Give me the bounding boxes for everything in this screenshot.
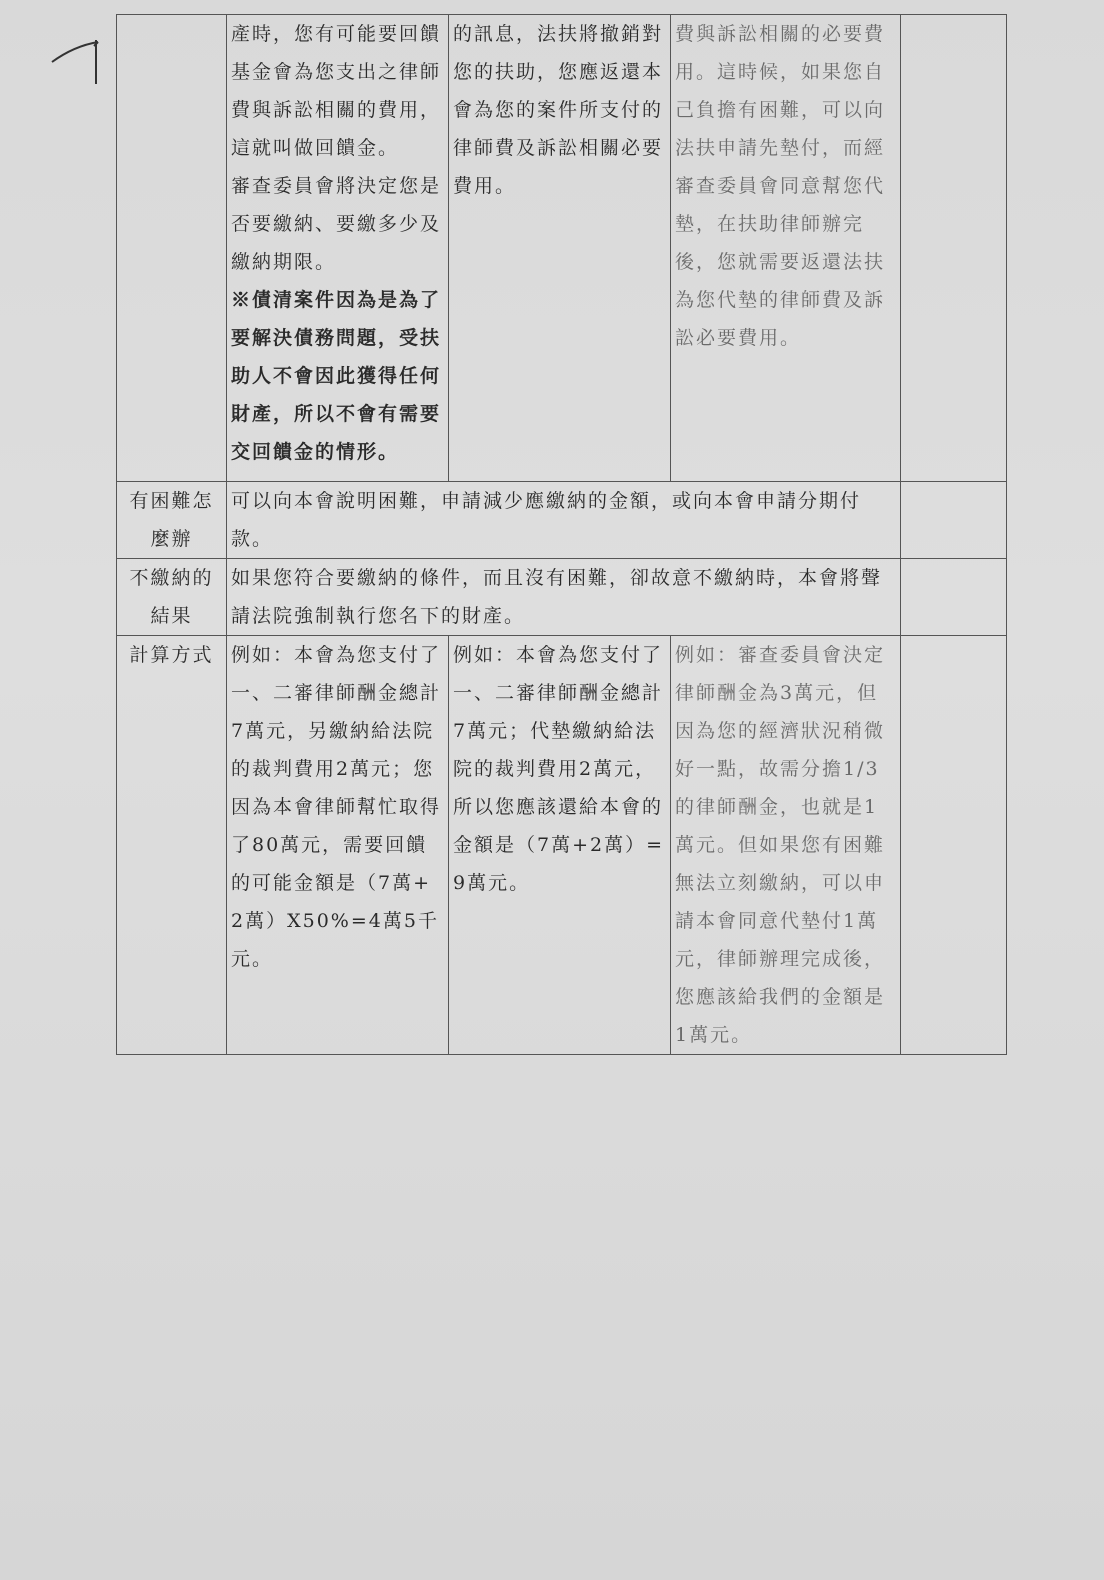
cell-top-col2: 的訊息，法扶將撤銷對您的扶助，您應返還本會為您的案件所支付的律師費及訴訟相關必要費用。 [449, 15, 671, 482]
cell-calc-col2: 例如：本會為您支付了一、二審律師酬金總計7萬元；代墊繳納給法院的裁判費用2萬元，所以您應該還給本會的金額是（7萬+2萬）=9萬元。 [449, 636, 671, 1055]
row-label-empty [117, 15, 227, 482]
cell-nonpayment-blank [901, 559, 1007, 636]
pen-mark [44, 24, 124, 84]
legal-aid-table [116, 14, 1007, 1055]
cell-nonpayment-text: 如果您符合要繳納的條件，而且沒有困難，卻故意不繳納時，本會將聲請法院強制執行您名下的財產。 [227, 559, 901, 636]
cell-calc-col3: 例如：審查委員會決定律師酬金為3萬元，但因為您的經濟狀況稍微好一點，故需分擔1/3的律師酬金，也就是1萬元。但如果您有困難無法立刻繳納，可以申請本會同意代墊付1萬元，律師辦理完成後，您應該給我們的金額是1萬元。 [671, 636, 901, 1055]
cell-top-col1 [227, 15, 449, 482]
table-row-calc [117, 636, 1007, 1055]
row-label-difficulty: 有困難怎麼辦 [117, 482, 227, 559]
cell-difficulty-blank [901, 482, 1007, 559]
cell-top-blank [901, 15, 1007, 482]
row-label-nonpayment: 不繳納的結果 [117, 559, 227, 636]
top-col1-para-2: 審查委員會將決定您是否要繳納、要繳多少及繳納期限。 [231, 175, 442, 273]
cell-difficulty-text: 可以向本會說明困難，申請減少應繳納的金額，或向本會申請分期付款。 [227, 482, 901, 559]
cell-calc-blank [901, 636, 1007, 1055]
cell-top-col3: 費與訴訟相關的必要費用。這時候，如果您自己負擔有困難，可以向法扶申請先墊付，而經審查委員會同意幫您代墊，在扶助律師辦完後，您就需要返還法扶為您代墊的律師費及訴訟必要費用。 [671, 15, 901, 482]
row-label-calc: 計算方式 [117, 636, 227, 1055]
table-row-top [117, 15, 1007, 482]
top-col1-bold-note: ※債清案件因為是為了要解決債務問題，受扶助人不會因此獲得任何財產，所以不會有需要交回饋金的情形。 [231, 289, 442, 463]
table-row-nonpayment [117, 559, 1007, 636]
cell-calc-col1: 例如：本會為您支付了一、二審律師酬金總計7萬元，另繳納給法院的裁判費用2萬元；您因為本會律師幫忙取得了80萬元，需要回饋的可能金額是（7萬+2萬）X50%=4萬5千元。 [227, 636, 449, 1055]
table-row-difficulty [117, 482, 1007, 559]
top-col1-para-1: 產時，您有可能要回饋基金會為您支出之律師費與訴訟相關的費用，這就叫做回饋金。 [231, 23, 442, 159]
